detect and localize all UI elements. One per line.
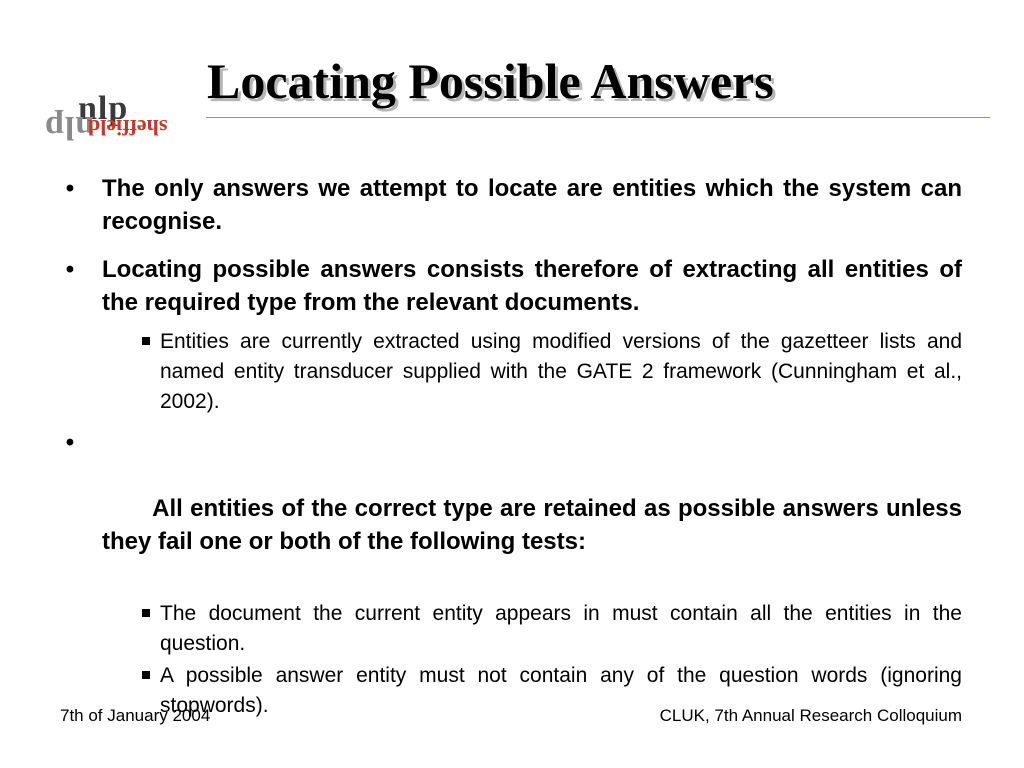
sub-bullet-3-1 <box>142 599 962 659</box>
slide-body <box>60 172 969 730</box>
bullet-3-text: All entities of the correct type are retained as possible answers unless they fail one or both of the following tests: <box>102 495 969 555</box>
logo-sheffield-text: sheffield <box>88 115 168 140</box>
footer-event: CLUK, 7th Annual Research Colloquium <box>659 706 962 725</box>
sub-bullet-3-1-text: The document the current entity appears in must contain all the entities in the question. <box>160 602 962 655</box>
bullet-2 <box>60 253 962 319</box>
logo-nlp-mirrored-text: nlp <box>44 109 95 146</box>
title-divider <box>206 117 990 118</box>
slide-title: Locating Possible Answers <box>207 53 774 109</box>
sub-bullet-2-1-text: Entities are currently extracted using modified versions of the gazetteer lists and named entity transducer supplied with the GATE 2 framework (Cunningham et al., 2002). <box>160 330 962 413</box>
bullet-dot: • <box>65 256 75 283</box>
square-bullet-icon <box>142 337 150 345</box>
bullet-dot: • <box>65 429 75 456</box>
logo-nlp-text: nlp <box>78 90 129 127</box>
bullet-1-text: The only answers we attempt to locate are entities which the system can recognise. <box>102 175 962 235</box>
bullet-1 <box>60 172 962 238</box>
bullet-3 <box>60 426 969 591</box>
bullet-2-text: Locating possible answers consists therefore of extracting all entities of the required type from the relevant documents. <box>102 256 962 316</box>
square-bullet-icon <box>142 671 150 679</box>
sub-bullet-3-2-text: A possible answer entity must not contain any of the question words (ignoring stopwords). <box>160 664 962 717</box>
sub-bullet-2-1 <box>142 327 962 417</box>
square-bullet-icon <box>142 609 150 617</box>
bullet-dot: • <box>65 175 75 202</box>
nlp-sheffield-logo <box>44 90 214 156</box>
footer-date: 7th of January 2004 <box>60 706 211 725</box>
